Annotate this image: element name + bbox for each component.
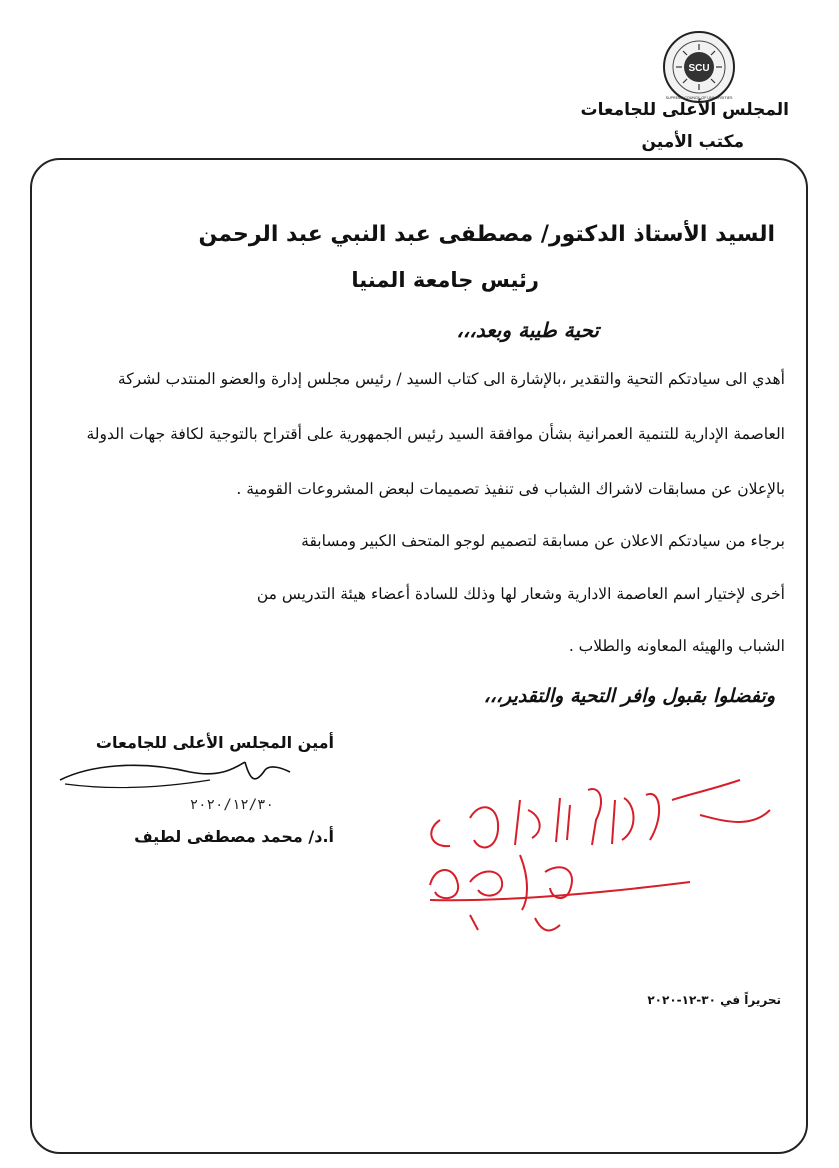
- signer-title: أمين المجلس الأعلى للجامعات: [95, 733, 334, 752]
- signer-name: أ.د/ محمد مصطفى لطيف: [134, 827, 334, 846]
- body-line: أهدي الى سيادتكم التحية والتقدير ،بالإشارة الى كتاب السيد / رئيس مجلس إدارة والعضو المنتدب لشركة: [117, 370, 785, 388]
- logo-text: SCU: [688, 63, 710, 74]
- body-line: العاصمة الإدارية للتنمية العمرانية بشأن موافقة السيد رئيس الجمهورية على أقتراح بالتوجية لكافة جهات الدولة: [86, 425, 785, 443]
- greeting: تحية طيبة وبعد،،،: [456, 318, 599, 342]
- recipient-title: رئيس جامعة المنيا: [351, 268, 539, 292]
- closing: وتفضلوا بقبول وافر التحية والتقدير،،،: [483, 685, 775, 707]
- logo-ring-text: SUPREME COUNCIL OF UNIVERSITIES: [665, 96, 733, 100]
- signature-date: ٢٠٢٠/١٢/٣٠: [189, 797, 274, 813]
- recipient-name: السيد الأستاذ الدكتور/ مصطفى عبد النبي عبد الرحمن: [198, 222, 775, 247]
- body-line: أخرى لإختيار اسم العاصمة الادارية وشعار لها وذلك للسادة أعضاء هيئة التدريس من: [256, 585, 785, 603]
- body-line: برجاء من سيادتكم الاعلان عن مسابقة لتصميم لوجو المتحف الكبير ومسابقة: [301, 532, 785, 550]
- body-line: بالإعلان عن مسابقات لاشراك الشباب فى تنفيذ تصميمات لبعض المشروعات القومية .: [236, 480, 785, 498]
- written-date: تحريراً في ٣٠-١٢-٢٠٢٠: [647, 993, 781, 1007]
- body-line: الشباب والهيئه المعاونه والطلاب .: [568, 637, 785, 655]
- handwritten-annotation: [410, 760, 790, 940]
- organization-name: المجلس الأعلى للجامعات: [580, 100, 789, 120]
- scu-logo: [662, 30, 736, 104]
- office-name: مكتب الأمين: [641, 132, 744, 152]
